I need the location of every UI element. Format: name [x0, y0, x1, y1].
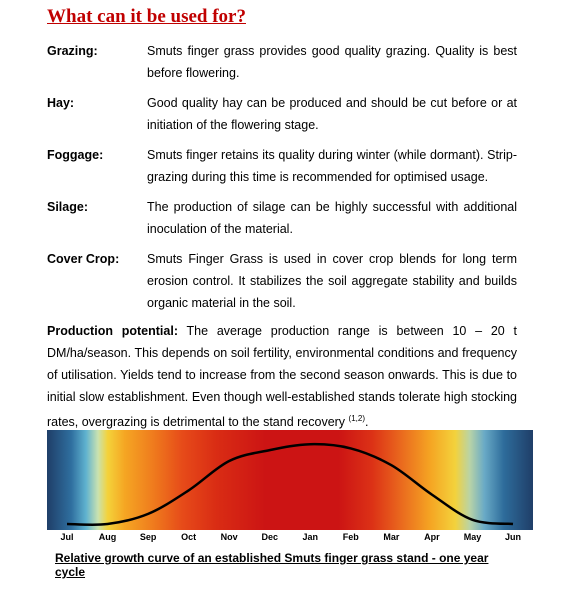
- growth-curve-line: [67, 444, 513, 525]
- month-label-jun: Jun: [504, 532, 522, 542]
- section-heading: What can it be used for?: [47, 6, 246, 27]
- chart-caption: Relative growth curve of an established Smuts finger grass stand - one year cycle: [55, 551, 489, 579]
- reference-superscript: (1,2): [348, 414, 365, 423]
- month-label-dec: Dec: [261, 532, 278, 542]
- growth-curve-plot: [47, 430, 533, 530]
- month-label-nov: Nov: [220, 532, 238, 542]
- month-label-jan: Jan: [302, 532, 319, 542]
- month-label-mar: Mar: [383, 532, 400, 542]
- use-item-foggage: [47, 144, 517, 196]
- production-text: The average production range is between 10 – 20 t DM/ha/season. This depends on soil fertility, environmental conditions and frequency of utilisation. Yields tend to increase from the second season onwards. This is due to initial slow establishment. Even though well-established stands tolerate high stocking rates, overgrazing is detrimental to the stand recovery: [47, 324, 518, 430]
- use-term: Foggage:: [47, 148, 104, 162]
- growth-curve-chart: [47, 430, 533, 530]
- production-potential-paragraph: [47, 320, 517, 433]
- use-term: Hay:: [47, 96, 75, 110]
- month-axis: [47, 532, 533, 546]
- use-item-hay: [47, 92, 517, 144]
- use-description: Smuts finger retains its quality during winter (while dormant). Strip-grazing during this time is recommended for optimised usage.: [147, 148, 517, 184]
- use-description: Smuts finger grass provides good quality grazing. Quality is best before flowering.: [147, 44, 517, 80]
- use-item-grazing: [47, 40, 517, 92]
- month-label-oct: Oct: [181, 532, 197, 542]
- month-label-may: May: [463, 532, 482, 542]
- use-term: Grazing:: [47, 44, 98, 58]
- production-end: .: [365, 415, 369, 430]
- use-term: Silage:: [47, 200, 88, 214]
- month-label-apr: Apr: [424, 532, 440, 542]
- use-description: Smuts Finger Grass is used in cover crop blends for long term erosion control. It stabilizes the soil aggregate stability and builds organic material in the soil.: [147, 252, 517, 310]
- use-item-silage: [47, 196, 517, 248]
- use-item-cover-crop: [47, 248, 517, 314]
- month-label-sep: Sep: [139, 532, 157, 542]
- production-label: Production potential:: [47, 324, 178, 338]
- use-description: The production of silage can be highly successful with additional inoculation of the material.: [147, 200, 517, 236]
- use-description: Good quality hay can be produced and should be cut before or at initiation of the flowering stage.: [147, 96, 517, 132]
- use-term: Cover Crop:: [47, 252, 120, 266]
- month-label-jul: Jul: [60, 532, 74, 542]
- month-label-aug: Aug: [98, 532, 117, 542]
- month-label-feb: Feb: [342, 532, 359, 542]
- uses-list: [47, 40, 517, 314]
